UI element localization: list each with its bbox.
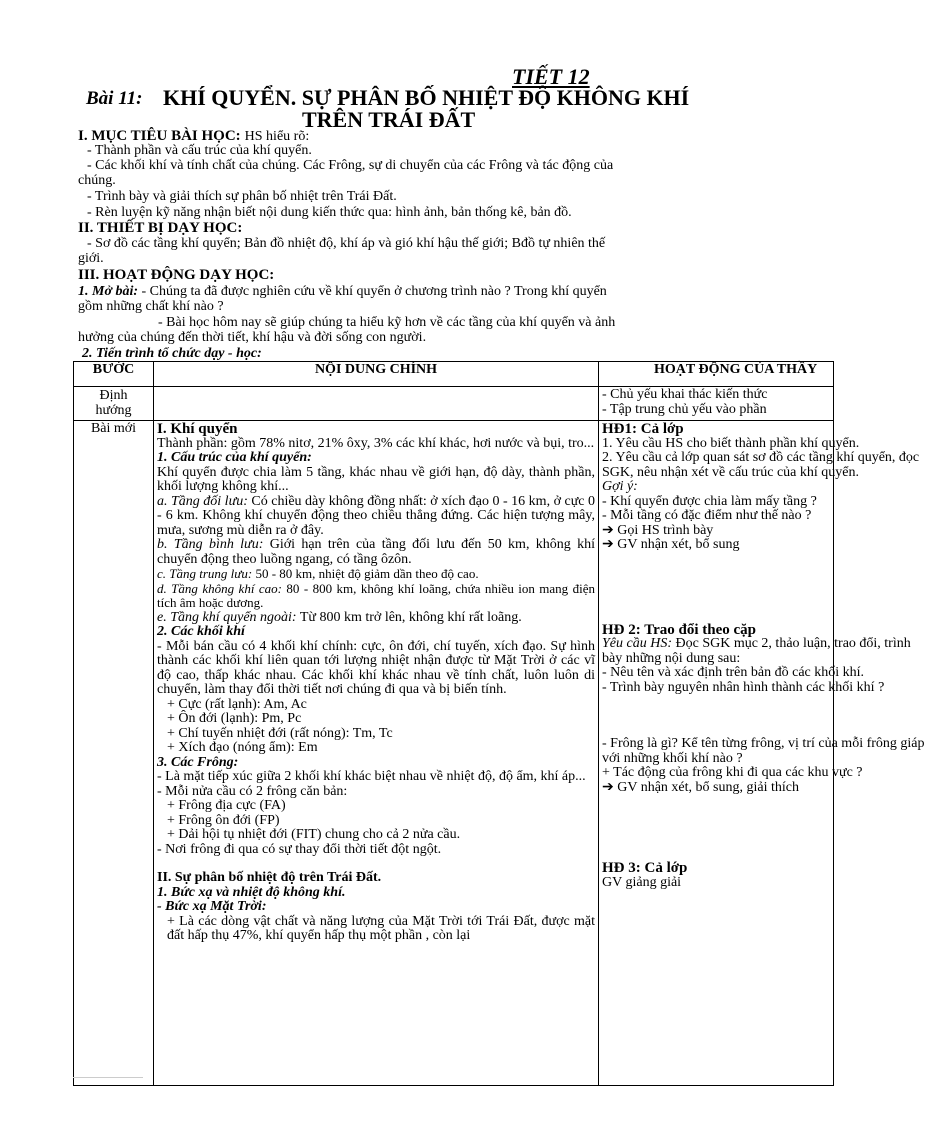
page-title-line2: TRÊN TRÁI ĐẤT [302, 107, 476, 132]
activity-line: - Trình bày nguyên nhân hình thành các khối khí ? [602, 679, 885, 695]
layer-text: 80 - 800 km, không khí loãng, chứa nhiều ion mang điện tích âm hoặc dương. [157, 580, 596, 610]
activity-text: Gọi HS trình bày [617, 522, 714, 538]
list-item: + Ôn đới (lạnh): Pm, Pc [167, 711, 302, 726]
lesson-table [73, 361, 925, 1086]
layer-c [157, 567, 595, 582]
mo-bai-line: gồm những chất khí nào ? [78, 299, 224, 314]
content-heading: 1. Bức xạ và nhiệt độ không khí. [157, 884, 346, 900]
content-heading: II. Sự phân bố nhiệt độ trên Trái Đất. [157, 870, 382, 885]
front-list [157, 799, 595, 843]
table-row [74, 421, 834, 1086]
activity-line: 1. Yêu cầu HS cho biết thành phần khí quyển. [602, 435, 860, 451]
objective-item: - Các khối khí và tính chất của chúng. Các Frông, sự di chuyển của các Frông và tác động của [87, 158, 614, 173]
layer-text: 50 - 80 km, nhiệt độ giảm dần theo độ cao. [255, 566, 479, 581]
content-heading: 2. Các khối khí [157, 624, 245, 639]
content-paragraph: - Là mặt tiếp xúc giữa 2 khối khí khác biệt nhau về nhiệt độ, độ ẩm, khí áp... [157, 769, 586, 784]
layer-d [157, 582, 595, 611]
content-paragraph: - Nơi frông đi qua có sự thay đổi thời tiết đột ngột. [157, 841, 442, 857]
activity-line: - Nêu tên và xác định trên bản đồ các khối khí. [602, 665, 865, 680]
objective-item: - Rèn luyện kỹ năng nhận biết nội dung kiến thức qua: hình ảnh, bản thống kê, bản đồ. [87, 205, 572, 220]
mo-bai-label: 1. Mở bài: [78, 284, 139, 299]
tien-trinh-heading: 2. Tiến trình tổ chức dạy - học: [82, 346, 262, 361]
content-cell [154, 421, 599, 1086]
list-item: + Chí tuyến nhiệt đới (rất nóng): Tm, Tc [167, 725, 393, 741]
objective-item: - Thành phần và cấu trúc của khí quyển. [87, 143, 312, 158]
activity-heading: HĐ 2: Trao đổi theo cặp [602, 621, 757, 638]
activity-text: Đọc SGK mục 2, thảo luận, trao đổi, trình bày những nội dung sau: [602, 636, 911, 666]
content-heading: - Bức xạ Mặt Trời: [157, 899, 267, 914]
activity-line [602, 524, 830, 539]
content-paragraph: + Là các dòng vật chất và năng lượng của Mặt Trời tới Trái Đất, được mặt đất hấp thụ 47%, khí quyển hấp thụ một phần , còn lại [167, 913, 595, 943]
hint-label: Gợi ý: [602, 479, 638, 494]
activity-heading: HĐ1: Cả lớp [602, 421, 684, 437]
lesson-number: TIẾT 12 [512, 64, 590, 89]
table-header-row [74, 362, 834, 387]
lesson-label: Bài 11: [86, 88, 143, 109]
content-heading: 3. Các Frông: [157, 754, 239, 770]
content-heading: 1. Cấu trúc của khí quyển: [157, 450, 312, 465]
activity-text: GV nhận xét, bổ sung [617, 537, 740, 552]
section1-intro: HS hiểu rõ: [244, 129, 310, 144]
activity-label: Yêu cầu HS: [602, 636, 672, 651]
activity-line: GV giảng giải [602, 874, 682, 890]
activity-line: + Tác động của frông khi đi qua các khu vực ? [602, 765, 863, 780]
list-item: + Xích đạo (nóng ẩm): Em [167, 740, 318, 755]
arrow-right-icon: ➔ [602, 522, 614, 538]
activity-line [602, 538, 830, 553]
layer-label: d. Tầng không khí cao: [157, 580, 282, 596]
arrow-right-icon: ➔ [602, 779, 614, 795]
step-cell: Định hướng [74, 387, 154, 421]
mo-bai [78, 284, 607, 299]
content-paragraph: - Mỗi bán cầu có 4 khối khí chính: cực, ôn đới, chí tuyến, xích đạo. Sự hình thành các khối khí liên quan tới lượng nhiệt nhận được từ Mặt Trời ở các vĩ độ cao, thấp khác nhau. Các khối khí khác nhau về tính chất, luôn luôn di chuyển, làm thay đổi thời tiết nơi chúng đi qua và bị biến tính. [157, 638, 595, 697]
activity-line: - Khí quyển được chia làm mấy tầng ? [602, 493, 817, 509]
content-paragraph: Khí quyển được chia làm 5 tầng, khác nhau về giới hạn, độ dày, thành phần, khối lượng không khí... [157, 464, 595, 494]
content-heading: I. Khí quyển [157, 421, 238, 437]
activity-line: - Tập trung chủ yếu vào phần [602, 401, 767, 417]
layer-text: Giới hạn trên của tầng đối lưu đến 50 km, không khí chuyển động theo luồng ngang, có tầng ôzôn. [157, 537, 595, 567]
table-row [74, 387, 834, 421]
activity-line: - Frông là gì? Kể tên từng frông, vị trí của mỗi frông giáp với những khối khí nào ? [602, 736, 925, 766]
content-cell [154, 387, 599, 421]
equipment-item: giới. [78, 251, 104, 266]
activity-line: 2. Yêu cầu cả lớp quan sát sơ đồ các tầng khí quyển, đọc SGK, nêu nhận xét về cấu trúc của khí quyển. [602, 450, 920, 480]
arrow-right-icon: ➔ [602, 537, 614, 552]
activity-line: - Chủ yếu khai thác kiến thức [602, 387, 768, 402]
col-header-hoat-dong: HOẠT ĐỘNG CỦA THẦY [599, 362, 834, 387]
content-paragraph: - Mỗi nửa cầu có 2 frông căn bản: [157, 783, 348, 799]
layer-b [157, 538, 595, 567]
mo-bai-text: - Chúng ta đã được nghiên cứu về khí quyển ở chương trình nào ? Trong khí quyển [141, 284, 607, 299]
activity-line [602, 781, 830, 796]
section3-heading: III. HOẠT ĐỘNG DẠY HỌC: [78, 267, 275, 283]
content-paragraph: Thành phần: gồm 78% nitơ, 21% ôxy, 3% các khí khác, hơi nước và bụi, tro... [157, 435, 595, 451]
section1-heading: I. MỤC TIÊU BÀI HỌC: [78, 128, 241, 144]
layer-e [157, 611, 595, 626]
col-header-noi-dung: NỘI DUNG CHÍNH [154, 362, 599, 387]
layer-label: b. Tầng bình lưu: [157, 537, 264, 552]
list-item: + Dải hội tụ nhiệt đới (FIT) chung cho cả 2 nửa cầu. [167, 827, 461, 842]
mo-bai-line: hưởng của chúng đến thời tiết, khí hậu và đời sống con người. [78, 330, 427, 345]
activity-line [602, 637, 932, 666]
step-cell: Bài mới [74, 421, 154, 1086]
layer-text: Từ 800 km trở lên, không khí rất loãng. [299, 609, 522, 625]
equipment-item: - Sơ đồ các tầng khí quyển; Bản đồ nhiệt độ, khí áp và gió khí hậu thế giới; Bđồ tự nhiên thế [87, 236, 606, 251]
section2-heading: II. THIẾT BỊ DẠY HỌC: [78, 220, 243, 236]
layer-text: Có chiều dày không đồng nhất: ở xích đạo 0 - 16 km, ở cực 0 - 6 km. Không khí chuyển động theo chiều thẳng đứng. Các hiện tượng mây, mưa, sương mù diễn ra ở đây. [157, 493, 595, 538]
layer-label: c. Tầng trung lưu: [157, 566, 253, 581]
layer-label: a. Tầng đối lưu: [157, 493, 248, 509]
list-item: + Frông địa cực (FA) [167, 798, 286, 813]
footer-divider [73, 1077, 143, 1078]
list-item: + Frông ôn đới (FP) [167, 812, 280, 828]
list-item: + Cực (rất lạnh): Am, Ac [167, 696, 307, 712]
activity-text: GV nhận xét, bổ sung, giải thích [617, 779, 799, 795]
activity-cell [599, 421, 925, 1086]
mo-bai-line: - Bài học hôm nay sẽ giúp chúng ta hiểu kỹ hơn về các tầng của khí quyển và ảnh [158, 315, 616, 330]
page-title: KHÍ QUYỂN. SỰ PHÂN BỐ NHIỆT ĐỘ KHÔNG KHÍ [163, 85, 690, 110]
objective-item: chúng. [78, 173, 116, 188]
layer-label: e. Tầng khí quyển ngoài: [157, 609, 297, 625]
layer-a [157, 495, 595, 539]
activity-line: - Mỗi tầng có đặc điểm như thế nào ? [602, 508, 812, 523]
activity-cell [599, 387, 834, 421]
col-header-buoc: BƯỚC [74, 362, 154, 387]
objective-item: - Trình bày và giải thích sự phân bố nhiệt trên Trái Đất. [87, 189, 397, 204]
air-mass-list [157, 698, 595, 756]
activity-heading: HĐ 3: Cả lớp [602, 860, 688, 876]
